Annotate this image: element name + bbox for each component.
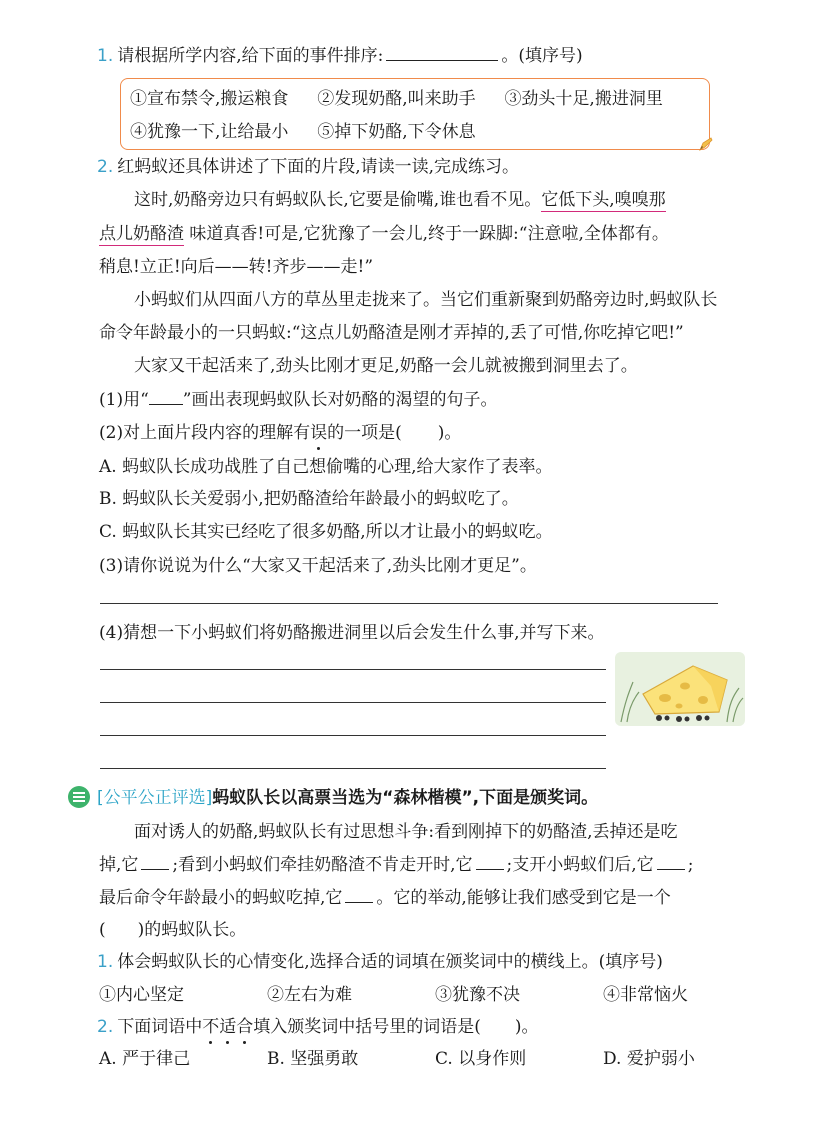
award-text: )的蚂蚁队长。 [137, 920, 247, 940]
answer-blank[interactable] [386, 44, 498, 61]
option-5: ⑤掉下奶酪,下令休息 [317, 122, 476, 142]
word-option-3: ③犹豫不决 [435, 985, 520, 1005]
question-number: 2. [97, 1017, 114, 1037]
answer-line[interactable] [100, 735, 606, 736]
choice-a[interactable]: A. 严于律己 [99, 1049, 191, 1069]
emphasis-char: 误 [310, 423, 328, 443]
choice-b[interactable]: B. 蚂蚁队长关爱弱小,把奶酪渣给年龄最小的蚂蚁吃了。 [99, 489, 519, 509]
passage-line: 稍息!立正!向后——转!齐步——走!” [99, 257, 374, 277]
question-text: 下面词语中 [117, 1017, 203, 1037]
question-text: 填入颁奖词中括号里的词语是( [253, 1017, 481, 1037]
passage-line: 小蚂蚁们从四面八方的草丛里走拢来了。当它们重新聚到奶酪旁边时,蚂蚁队长 [134, 290, 718, 310]
section-title: 蚂蚁队长以高票当选为“森林楷模”,下面是颁奖词。 [212, 788, 599, 808]
section-tag: [公平公正评选] [97, 788, 213, 808]
question-2 [97, 155, 519, 179]
award-blank-2[interactable] [476, 853, 504, 870]
award-blank-1[interactable] [141, 853, 169, 870]
question-1 [97, 44, 583, 68]
list-icon [67, 785, 91, 809]
word-option-4: ④非常恼火 [603, 985, 688, 1005]
passage-text: 味道真香!可是,它犹豫了一会儿,终于一跺脚:“注意啦,全体都有。 [184, 224, 669, 244]
sub-text: (2)对上面片段内容的理解有 [99, 423, 311, 443]
award-blank-4[interactable] [345, 886, 373, 903]
award-text: 最后命令年龄最小的蚂蚁吃掉,它 [99, 888, 343, 908]
sub-question-2 [99, 421, 461, 445]
question-text: )。 [514, 1017, 539, 1037]
award-text: ( [99, 920, 106, 940]
award-text: 掉,它 [99, 855, 139, 875]
word-options [99, 983, 688, 1007]
part2-question-1 [97, 950, 663, 974]
answer-line[interactable] [100, 669, 606, 670]
choice-d[interactable]: D. 爱护弱小 [603, 1049, 695, 1069]
choice-c[interactable]: C. 以身作则 [435, 1049, 527, 1069]
passage-line: 大家又干起活来了,劲头比刚才更足,奶酪一会儿就被搬到洞里去了。 [134, 356, 638, 376]
award-text: ;支开小蚂蚁们后,它 [506, 855, 654, 875]
question-text: 体会蚂蚁队长的心情变化,选择合适的词填在颁奖词中的横线上。(填序号) [117, 952, 663, 972]
options-row-1 [130, 87, 663, 111]
choice-c[interactable]: C. 蚂蚁队长其实已经吃了很多奶酪,所以才让最小的蚂蚁吃。 [99, 522, 553, 542]
emphasis-char: 不 [202, 1017, 220, 1037]
award-blank-3[interactable] [657, 853, 685, 870]
question-number: 1. [97, 46, 114, 66]
underlined-sentence: 点儿奶酪渣 [99, 224, 184, 244]
passage-line: 命令年龄最小的一只蚂蚁:“这点儿奶酪渣是刚才弄掉的,丢了可惜,你吃掉它吧!” [99, 323, 684, 343]
sub-question-3: (3)请你说说为什么“大家又干起活来了,劲头比刚才更足”。 [99, 556, 537, 576]
underlined-sentence: 它低下头,嗅嗅那 [541, 190, 666, 210]
emphasis-char: 适 [219, 1017, 237, 1037]
sub-question-1 [99, 388, 497, 412]
award-line [99, 918, 246, 942]
answer-line[interactable] [100, 768, 606, 769]
passage-line [134, 188, 666, 212]
section-header [67, 785, 598, 810]
options-row-2 [130, 120, 476, 144]
question-text: 红蚂蚁还具体讲述了下面的片段,请读一读,完成练习。 [117, 157, 520, 177]
choice-a[interactable]: A. 蚂蚁队长成功战胜了自己想偷嘴的心理,给大家作了表率。 [99, 457, 553, 477]
option-1: ①宣布禁令,搬运粮食 [130, 89, 289, 109]
passage-line [99, 222, 669, 246]
question-text: 请根据所学内容,给下面的事件排序: [117, 46, 384, 66]
sub-text: (1)用“ [99, 390, 149, 410]
award-line [99, 853, 693, 877]
question-number: 2. [97, 157, 114, 177]
word-option-1: ①内心坚定 [99, 985, 184, 1005]
award-text: 。它的举动,能够让我们感受到它是一个 [376, 888, 671, 908]
cheese-icon [615, 652, 745, 726]
sub-text: 的一项是( [327, 423, 402, 443]
sub-text: ”画出表现蚂蚁队长对奶酪的渴望的句子。 [182, 390, 498, 410]
ants-cheese-illustration [615, 652, 745, 726]
passage-text: 这时,奶酪旁边只有蚂蚁队长,它要是偷嘴,谁也看不见。 [134, 190, 542, 210]
award-line [99, 886, 671, 910]
pencil-icon [699, 137, 713, 151]
question-suffix: 。(填序号) [501, 46, 583, 66]
answer-line[interactable] [100, 603, 718, 604]
choice-b[interactable]: B. 坚强勇敢 [267, 1049, 359, 1069]
emphasis-char: 合 [236, 1017, 254, 1037]
award-line: 面对诱人的奶酪,蚂蚁队长有过思想斗争:看到刚掉下的奶酪渣,丢掉还是吃 [134, 822, 678, 842]
sub-question-4: (4)猜想一下小蚂蚁们将奶酪搬进洞里以后会发生什么事,并写下来。 [99, 623, 605, 643]
part2-question-2 [97, 1015, 539, 1039]
word-option-2: ②左右为难 [267, 985, 352, 1005]
sub-text: )。 [437, 423, 462, 443]
question-number: 1. [97, 952, 114, 972]
option-3: ③劲头十足,搬进洞里 [504, 89, 663, 109]
award-text: ; [687, 855, 694, 875]
underline-sample [149, 388, 183, 405]
final-choices [99, 1047, 695, 1071]
option-2: ②发现奶酪,叫来助手 [317, 89, 476, 109]
option-4: ④犹豫一下,让给最小 [130, 122, 289, 142]
answer-line[interactable] [100, 702, 606, 703]
award-text: ;看到小蚂蚁们牵挂奶酪渣不肯走开时,它 [172, 855, 473, 875]
